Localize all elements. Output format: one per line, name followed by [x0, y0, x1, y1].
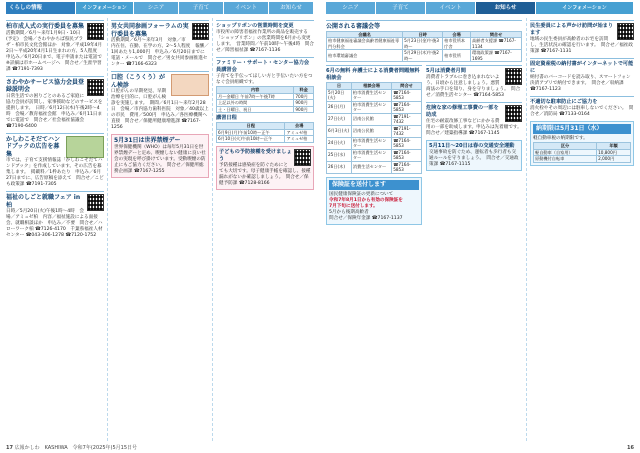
table-cell: 柏市消費生活センター — [351, 89, 391, 101]
fee-table — [216, 86, 314, 113]
article-body: 予防接種は感染症を防ぐためにとても大切です。母子健康手帳を確認し、接種漏れがないか確認しましょう。 問合せ／保健予防課 ☎7128-8166 — [219, 162, 311, 186]
article-title: 子どもの予防接種を受けましょう — [219, 148, 292, 162]
table-row — [327, 161, 422, 173]
footer — [627, 445, 634, 451]
table-header: 日時 — [403, 31, 443, 38]
left-col-3 — [216, 20, 314, 193]
article-title: 5月11日〜20日は春の交通安全運動 — [429, 143, 515, 149]
right-col-b — [426, 65, 525, 228]
table-cell: 柏市環境審議会 — [327, 50, 403, 62]
table-cell: 柏市消費生活センター — [351, 137, 391, 149]
table-header: 内容 — [217, 87, 294, 94]
table-cell: 25日(水) — [327, 149, 352, 161]
insurance-title: 保険証を送付します — [329, 180, 419, 190]
nav-tab-childcare[interactable]: 子育て — [179, 2, 224, 14]
table-header: 日程 — [217, 123, 285, 130]
table-cell: 27日(火) — [327, 113, 352, 125]
article — [6, 76, 104, 130]
table-cell: 月〜金曜日 午前7時〜午後7時 — [217, 93, 294, 100]
nav-tab-senior[interactable]: シニア — [134, 2, 179, 14]
table-row — [327, 149, 422, 161]
table-row — [217, 136, 314, 143]
right-col-a — [326, 65, 422, 228]
table-cell: 6月10日(火)午前10時〜正午 — [217, 136, 285, 143]
article-title: 5月は消費者月間 — [426, 68, 466, 74]
article-body: 活動期間／6月〜来年3月 対象／市内在住、在勤、在学の方、2〜5人程度 報酬／1回あたり1,000円 申込み／6月20日までに電話・メールで 問合せ／男女共同参画推進センター ☎7166-6323 — [111, 38, 209, 67]
table-header: 相談会場 — [351, 83, 391, 90]
divider — [212, 18, 213, 441]
left-nav — [6, 2, 314, 14]
article-body: 市役所の障害者福祉作業所の商品を販売する「ショップリボン」の営業時間を6月から変更します。 営業時間／午前10時〜午後4時 問合せ／障害福祉課 ☎7167-1136 — [216, 30, 314, 53]
insurance-line: 国民健康保険証の更新について — [329, 191, 394, 197]
article-title: 民生委員による声かけ訪問が始まります — [530, 23, 614, 36]
article-title: 5月31日は世界禁煙デー — [114, 137, 181, 144]
qr-code-icon[interactable] — [192, 23, 209, 40]
table-cell: 沼南公民館 — [351, 125, 391, 137]
insurance-line: 問合せ／保険年金課 ☎7167-1137 — [329, 215, 403, 221]
article-title: かしわこそだてハンドブックの広告を募集 — [6, 135, 61, 158]
article-title: ショップリボンの営業時間を変更 — [216, 23, 294, 29]
article — [111, 71, 209, 131]
article — [216, 20, 314, 54]
left-col-2 — [111, 20, 209, 181]
table-cell: ☎7191-7432 — [392, 125, 422, 137]
table-row — [327, 125, 422, 137]
article-title: ファミリー・サポート・センター協力会員講習会 — [216, 60, 310, 73]
table-header: 区分 — [534, 143, 597, 150]
right-nav — [326, 2, 634, 14]
qr-code-icon[interactable] — [87, 194, 104, 211]
article — [530, 58, 634, 93]
table-cell: ☎7164-5853 — [392, 137, 422, 149]
footer — [6, 444, 137, 451]
table-row — [327, 38, 522, 50]
article-body: 市では、子育て支援情報誌「かしわこそだてハンドブック」を作成しています。その広告を募集します。 掲載料／1枠あたり 申込み／6月27日までに、広告原稿を添えて 問合せ／こども政策課 ☎7191-7305 — [6, 158, 104, 187]
qr-code-icon[interactable] — [87, 23, 104, 40]
article-body: 住宅の耐震改修工事などにかかる費用の一部を助成します。申込みは先着順です。 問合せ／建築指導課 ☎7167-1145 — [426, 119, 525, 136]
nav-tab-event[interactable]: イベント — [224, 2, 269, 14]
article-body: 交通事故を防ぐため、運転者も歩行者も交通ルールを守りましょう。 問合せ／交通政策課 ☎7167-1115 — [429, 150, 519, 167]
table-header: 日 — [327, 83, 352, 90]
article-title: 男女共同参画フォーラムの実行委員を募集 — [111, 23, 189, 38]
nav-title: くらしの情報 — [6, 2, 76, 14]
council-section — [326, 20, 522, 62]
council-title: 公開される審議会等 — [326, 23, 381, 30]
table-header: 会場 — [443, 31, 471, 38]
table-cell: 環境政策課 ☎7167-1695 — [471, 50, 522, 62]
table-cell: 26日(月) — [327, 101, 352, 113]
table-row — [217, 106, 314, 113]
right-page — [320, 0, 640, 453]
table-cell: ☎7164-5853 — [392, 161, 422, 173]
table-row — [534, 156, 631, 163]
table-cell: 900円 — [294, 100, 314, 107]
table-cell: 5月23日(金)午後3時〜 — [403, 38, 443, 50]
article-box — [426, 140, 522, 171]
article-box — [111, 134, 209, 178]
schedule-table — [216, 122, 314, 143]
page-number: 17 — [6, 445, 13, 451]
table-cell: 消費生活センター — [351, 161, 391, 173]
table-cell: 5月29日(木)午後2時〜 — [403, 50, 443, 62]
table-cell: 沼南公民館 — [351, 113, 391, 125]
table-row — [327, 50, 522, 62]
article — [111, 20, 209, 68]
right-col-3 — [530, 20, 634, 169]
table-cell: 900円 — [294, 106, 314, 113]
nav-tab-notice[interactable]: お知らせ — [476, 2, 536, 14]
insurance-box — [326, 177, 422, 225]
article — [530, 20, 634, 55]
table-row — [327, 137, 422, 149]
article-body: 世界保健機関（WHO）は毎年5月31日を世界禁煙デーと定め、喫煙しない健康に良い社会の実現を呼び掛けています。受動喫煙の防止にもご協力ください。 問合せ／保健所総務企画課 ☎7167-1255 — [114, 144, 206, 174]
article-title: さわやかサービス協力会員登録説明会 — [6, 78, 85, 93]
table-cell: 26日(木) — [327, 161, 352, 173]
article — [530, 96, 634, 118]
article-body: 日時／5月20日(火)午後1時〜4時 会場／アミュゼ柏 内容／福祉施設による面接会、就職相談ほか 申込み／不要 問合せ／ハローワーク柏 ☎7126-4170 千葉県福祉人材センター ☎043-306-1278 ☎7120-1752 — [6, 209, 103, 238]
table-cell: アミュゼ柏 — [285, 136, 314, 143]
table-header: 会場 — [285, 123, 314, 130]
article-title: 危険な家の修理工事費の一部を助成 — [426, 105, 499, 118]
article-title: 固定資産税の納付書がインターネットで可能に — [530, 61, 634, 74]
illustration — [171, 74, 209, 96]
nav-tab-notice[interactable]: お知らせ — [269, 2, 314, 14]
nav-tab-event[interactable]: イベント — [426, 2, 476, 14]
table-header: 問合せ — [471, 31, 522, 38]
schedule-title: 講習日程 — [216, 115, 237, 121]
deadline-title: 納期限は5月31日（水） — [533, 124, 631, 134]
nav-tab-childcare[interactable]: 子育て — [376, 2, 426, 14]
table-cell: 上記以外の時間 — [217, 100, 294, 107]
article-body: 日常生活での困りごとのあるご家庭に協力会員が訪問し、家事援助などのサービスを提供します。 日時／6月12日(木)午後2時〜4時 会場／教育福祉会館 申込み／6月11日までに電話で 問合せ／社会福祉協議会 ☎7190-6400 — [6, 93, 103, 129]
table-cell: 6月9日(月)午前10時〜正午 — [217, 129, 285, 136]
nav-info: インフォメーション — [536, 2, 634, 14]
table-row — [327, 101, 422, 113]
table-header: 問合せ — [392, 83, 422, 90]
divider — [526, 18, 527, 441]
article-body: 地域の民生委員が高齢者のお宅を訪問し、生活状況の確認を行います。 問合せ／福祉政策課 ☎7167-1131 — [530, 37, 633, 54]
nav-tab-info[interactable]: インフォメーション — [76, 2, 134, 14]
article — [6, 20, 107, 73]
consult-title: 6月の無料 弁護士による消費者問題無料相談会 — [326, 68, 420, 81]
table-cell: ☎7164-5853 — [392, 89, 422, 101]
deadline-box — [530, 121, 634, 166]
table-cell: 6月3日(火) — [327, 125, 352, 137]
insurance-line: 7月下旬に送付します。 — [329, 203, 378, 209]
photo — [66, 136, 104, 158]
qr-code-icon[interactable] — [505, 105, 522, 122]
article-box — [216, 146, 314, 190]
qr-code-icon[interactable] — [294, 149, 311, 166]
table-cell: ☎7164-5853 — [392, 101, 422, 113]
right-col-wide — [326, 20, 525, 228]
table-header: 会議名 — [327, 31, 403, 38]
table-header: 年額 — [597, 143, 631, 150]
table-cell: 10,800円 — [597, 149, 631, 156]
insurance-line: 令和7年8月1日から有効の保険証を — [329, 197, 403, 203]
table-cell: ☎7191-7432 — [392, 113, 422, 125]
nav-tab-senior[interactable]: シニア — [326, 2, 376, 14]
table-cell: 原動機付自転車 — [534, 156, 597, 163]
left-col-1 — [6, 20, 107, 242]
table-cell: アミュゼ柏 — [285, 129, 314, 136]
article-body: 子育てを手伝ってほしい方と手伝いたい方をつなぐ会員組織です。 — [216, 74, 313, 85]
table-cell: 柏市健康福祉審議会高齢者健康福祉専門分科会 — [327, 38, 403, 50]
deadline-table — [533, 142, 631, 163]
table-cell: 柏市消費生活センター — [351, 101, 391, 113]
table-cell: 軽自動車（自家用） — [534, 149, 597, 156]
table-cell: 2,000円 — [597, 156, 631, 163]
article-body: 納付書のバーコードを読み取り、スマートフォン決済アプリで納付できます。 問合せ／収納課 ☎7167-1123 — [530, 75, 631, 92]
table-cell: 5月20日(火) — [327, 89, 352, 101]
table-cell: 柏市消費生活センター — [351, 149, 391, 161]
consult-table — [326, 82, 422, 174]
divider — [107, 18, 108, 441]
article-title: 福祉のしごと就職フェア in 柏 — [6, 194, 81, 209]
article — [216, 57, 314, 143]
page-number: 16 — [627, 445, 634, 451]
insurance-line: 5月から後期高齢者 — [329, 209, 369, 215]
article-title: 口腔（こうくう）がん検診 — [111, 74, 166, 89]
table-cell: 柏市役所本庁舎 — [443, 38, 471, 50]
article-title: 不適切な駐車防止にご協力を — [530, 99, 598, 105]
article-body: 消火栓やその周辺には駐車しないでください。 問合せ／消防局 ☎7133-0164 — [530, 106, 634, 117]
council-table — [326, 31, 522, 63]
article — [6, 191, 104, 239]
table-cell: 高齢者支援課 ☎7167-1134 — [471, 38, 522, 50]
table-header: 料金 — [294, 87, 314, 94]
right-subcols — [326, 65, 525, 228]
article-title: 柏市成人式の実行委員を募集 — [6, 23, 85, 30]
table-row — [327, 113, 422, 125]
table-cell: 24日(火) — [327, 137, 352, 149]
article-body: 消費者トラブルに巻き込まれないよう、日頃から注意しましょう。悪質商法の手口を知り、身を守りましょう。 問合せ／消費生活センター ☎7164-5853 — [426, 75, 521, 98]
article — [426, 65, 522, 99]
table-row — [217, 93, 314, 100]
article-body: 活動期間／6月〜来年1月9日・10日(予定) 会場／さわやかちば県民プラザ・柏市民文化会館ほか 対象／平成19年4月2日〜平成20年4月1日生まれの方、5人程度 申込み／6月20日まで、電子申請または電話で ※詳細は市ホームページへ 問合せ／生涯学習課 ☎7191-7393 — [6, 30, 107, 72]
table-cell: 土・日曜日、祝日 — [217, 106, 294, 113]
article-body: 口腔がんの早期発見、早期治療を目的に、口腔がん検診を実施します。 期間／6月1日〜来年2月28日 会場／市内協力歯科医院 対象／40歳以上の市民 費用／500円 申込み／各医療機関へ直接 問合せ／保健所健康増進課 ☎7167-1256 — [111, 89, 209, 130]
table-cell: 700円 — [294, 93, 314, 100]
article — [426, 102, 525, 137]
consult-section — [326, 65, 422, 174]
article — [6, 133, 104, 189]
table-row — [327, 89, 422, 101]
table-cell: ☎7164-5853 — [392, 149, 422, 161]
qr-code-icon[interactable] — [87, 79, 104, 96]
footer-text: 広報かしわ KASHIWA 令和7年(2025年)5月15日号 — [14, 445, 138, 451]
deadline-body: 軽自動車税の納期限です。 — [533, 136, 588, 141]
table-row — [217, 129, 314, 136]
qr-code-icon[interactable] — [617, 23, 634, 40]
table-cell: 柏市役所 — [443, 50, 471, 62]
qr-code-icon[interactable] — [505, 68, 522, 85]
